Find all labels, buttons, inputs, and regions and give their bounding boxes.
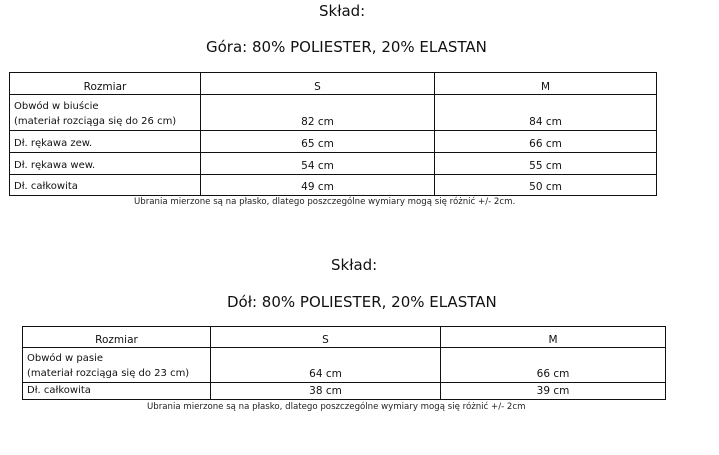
table-row <box>10 153 657 175</box>
row-label-line: Obwód w biuście <box>14 101 99 112</box>
table-row <box>10 175 657 196</box>
value-m: 84 cm <box>435 95 657 131</box>
table-row <box>10 131 657 153</box>
row-label <box>23 348 211 383</box>
top-size-table <box>9 72 657 196</box>
top-composition-heading: Skład: <box>319 2 366 20</box>
value-s: 49 cm <box>201 175 435 196</box>
row-label-line: Obwód w pasie <box>27 353 104 364</box>
table-row <box>23 383 666 400</box>
table-header-row <box>23 327 666 348</box>
header-m: M <box>435 73 657 95</box>
table-row <box>23 348 666 383</box>
bottom-measurement-note: Ubrania mierzone są na płasko, dlatego poszczególne wymiary mogą się różnić +/- 2cm <box>147 402 526 412</box>
table-row <box>10 95 657 131</box>
header-size: Rozmiar <box>23 327 211 348</box>
row-label <box>23 383 211 400</box>
header-s: S <box>201 73 435 95</box>
header-s: S <box>211 327 441 348</box>
value-s: 64 cm <box>211 348 441 383</box>
value-s: 82 cm <box>201 95 435 131</box>
table-header-row <box>10 73 657 95</box>
top-material-text: Góra: 80% POLIESTER, 20% ELASTAN <box>206 38 487 56</box>
row-label <box>10 131 201 153</box>
value-s: 38 cm <box>211 383 441 400</box>
row-label <box>10 175 201 196</box>
value-s: 65 cm <box>201 131 435 153</box>
row-label-line: Dł. całkowita <box>14 181 78 192</box>
top-measurement-note: Ubrania mierzone są na płasko, dlatego poszczególne wymiary mogą się różnić +/- 2cm. <box>134 197 516 207</box>
value-m: 66 cm <box>441 348 666 383</box>
value-m: 55 cm <box>435 153 657 175</box>
value-m: 39 cm <box>441 383 666 400</box>
row-label-line: Dł. całkowita <box>27 385 91 396</box>
bottom-material-text: Dół: 80% POLIESTER, 20% ELASTAN <box>227 293 497 311</box>
value-m: 50 cm <box>435 175 657 196</box>
bottom-size-table <box>22 326 666 400</box>
bottom-composition-heading: Skład: <box>331 256 378 274</box>
row-label-line: (materiał rozciąga się do 26 cm) <box>14 116 177 127</box>
header-m: M <box>441 327 666 348</box>
header-size: Rozmiar <box>10 73 201 95</box>
value-s: 54 cm <box>201 153 435 175</box>
row-label <box>10 95 201 131</box>
value-m: 66 cm <box>435 131 657 153</box>
row-label <box>10 153 201 175</box>
row-label-line: Dł. rękawa zew. <box>14 138 93 149</box>
row-label-line: Dł. rękawa wew. <box>14 160 96 171</box>
row-label-line: (materiał rozciąga się do 23 cm) <box>27 368 190 379</box>
